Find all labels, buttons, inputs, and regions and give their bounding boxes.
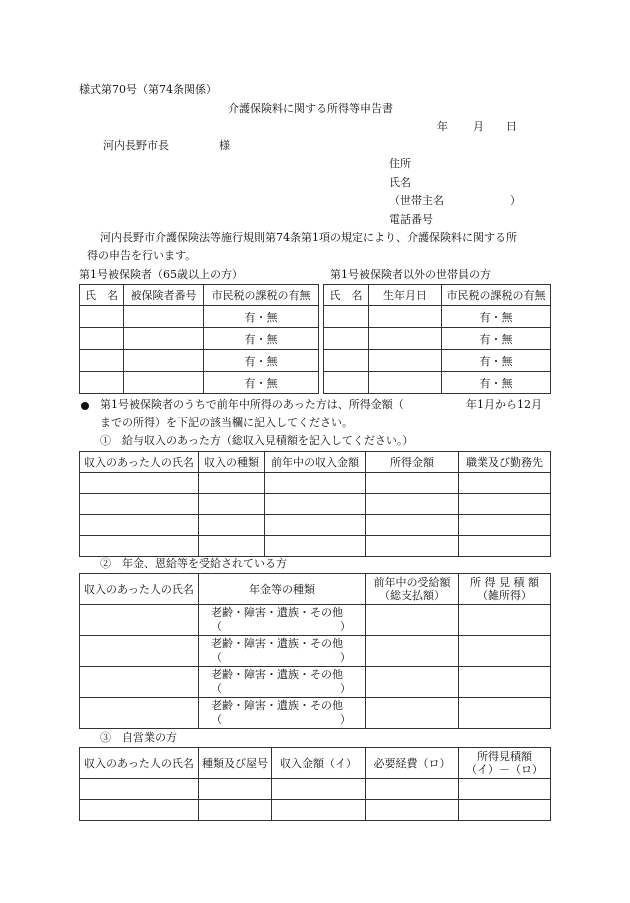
business-cell[interactable] xyxy=(366,800,459,821)
salary-cell[interactable] xyxy=(459,473,551,494)
business-header-name: 収入のあった人の氏名 xyxy=(80,748,199,779)
business-header-type: 種類及び屋号 xyxy=(199,748,272,779)
pension-header-received: 前年中の受給額 （総支払額） xyxy=(366,574,459,605)
applicant-address-label: 住所 xyxy=(389,157,411,170)
salary-cell[interactable] xyxy=(265,494,366,515)
household-name-cell[interactable] xyxy=(324,372,369,394)
salary-header-earnings: 所得金額 xyxy=(366,452,459,473)
notice-line-2: までの所得）を下記の該当欄に記入してください。 xyxy=(100,416,353,429)
household-tax-cell[interactable]: 有・無 xyxy=(442,306,551,328)
household-tax-cell[interactable]: 有・無 xyxy=(442,350,551,372)
salary-cell[interactable] xyxy=(459,515,551,536)
phone-label: 電話番号 xyxy=(389,213,433,226)
insured-tax-cell[interactable]: 有・無 xyxy=(204,306,319,328)
notice-line-1-period: 年1月から12月 xyxy=(466,398,542,411)
pension-type-cell[interactable]: 老齢・障害・遺族・その他 （ ） xyxy=(199,698,366,729)
salary-cell[interactable] xyxy=(265,515,366,536)
insured-name-cell[interactable] xyxy=(80,372,124,394)
salary-cell[interactable] xyxy=(265,473,366,494)
pension-estimate-cell[interactable] xyxy=(459,605,551,636)
household-head-label: （世帯主名 xyxy=(389,194,444,207)
pension-type-cell[interactable]: 老齢・障害・遺族・その他 （ ） xyxy=(199,605,366,636)
salary-cell[interactable] xyxy=(199,473,265,494)
business-header-estimate: 所得見積額 （イ）－（ロ） xyxy=(459,748,551,779)
insured-header-name: 氏 名 xyxy=(80,285,124,306)
insured-number-cell[interactable] xyxy=(124,328,204,350)
addressee: 河内長野市長 xyxy=(103,139,169,152)
pension-estimate-cell[interactable] xyxy=(459,698,551,729)
household-tax-cell[interactable]: 有・無 xyxy=(442,328,551,350)
form-title: 介護保険料に関する所得等申告書 xyxy=(228,102,393,115)
intro-line-1: 河内長野市介護保険法等施行規則第74条第1項の規定により、介護保険料に関する所 xyxy=(100,231,517,244)
salary-cell[interactable] xyxy=(80,515,199,536)
pension-name-cell[interactable] xyxy=(80,636,199,667)
insured-header-tax: 市民税の課税の有無 xyxy=(204,285,319,306)
salary-cell[interactable] xyxy=(459,494,551,515)
pension-type-options: 老齢・障害・遺族・その他 xyxy=(211,699,343,712)
insured-tax-cell[interactable]: 有・無 xyxy=(204,372,319,394)
pension-type-cell[interactable]: 老齢・障害・遺族・その他 （ ） xyxy=(199,667,366,698)
business-cell[interactable] xyxy=(272,779,366,800)
insured-tax-cell[interactable]: 有・無 xyxy=(204,328,319,350)
household-birthdate-cell[interactable] xyxy=(369,306,442,328)
insured-number-cell[interactable] xyxy=(124,306,204,328)
date-year-label: 年 xyxy=(437,120,448,133)
pension-received-cell[interactable] xyxy=(366,698,459,729)
intro-line-2: 得の申告を行います。 xyxy=(87,249,197,262)
household-name-cell[interactable] xyxy=(324,306,369,328)
business-cell[interactable] xyxy=(199,779,272,800)
household-birthdate-cell[interactable] xyxy=(369,328,442,350)
insured-number-cell[interactable] xyxy=(124,372,204,394)
business-header-income: 収入金額（イ） xyxy=(272,748,366,779)
business-header-expenses: 必要経費（ロ） xyxy=(366,748,459,779)
pension-type-cell[interactable]: 老齢・障害・遺族・その他 （ ） xyxy=(199,636,366,667)
section3-title: ③ 自営業の方 xyxy=(100,731,177,744)
pension-estimate-cell[interactable] xyxy=(459,636,551,667)
household-tax-cell[interactable]: 有・無 xyxy=(442,372,551,394)
household-header-birthdate: 生年月日 xyxy=(369,285,442,306)
insured-name-cell[interactable] xyxy=(80,328,124,350)
salary-cell[interactable] xyxy=(199,494,265,515)
household-birthdate-cell[interactable] xyxy=(369,372,442,394)
household-birthdate-cell[interactable] xyxy=(369,350,442,372)
section2-title: ② 年金、恩給等を受給されている方 xyxy=(100,557,287,570)
household-head-close: ） xyxy=(510,194,521,207)
salary-cell[interactable] xyxy=(459,536,551,557)
salary-header-name: 収入のあった人の氏名 xyxy=(80,452,199,473)
addressee-suffix: 様 xyxy=(219,139,230,152)
bullet-icon xyxy=(81,399,89,412)
salary-header-type: 収入の種類 xyxy=(199,452,265,473)
pension-received-cell[interactable] xyxy=(366,636,459,667)
insured-table-caption: 第1号被保険者（65歳以上の方） xyxy=(79,268,243,281)
salary-cell[interactable] xyxy=(366,515,459,536)
salary-cell[interactable] xyxy=(366,494,459,515)
insured-tax-cell[interactable]: 有・無 xyxy=(204,350,319,372)
insured-header-number: 被保険者番号 xyxy=(124,285,204,306)
salary-cell[interactable] xyxy=(265,536,366,557)
pension-name-cell[interactable] xyxy=(80,698,199,729)
salary-cell[interactable] xyxy=(199,536,265,557)
salary-cell[interactable] xyxy=(80,536,199,557)
business-cell[interactable] xyxy=(459,779,551,800)
salary-cell[interactable] xyxy=(366,536,459,557)
pension-name-cell[interactable] xyxy=(80,667,199,698)
pension-received-cell[interactable] xyxy=(366,667,459,698)
salary-cell[interactable] xyxy=(80,473,199,494)
household-header-tax: 市民税の課税の有無 xyxy=(442,285,551,306)
pension-received-cell[interactable] xyxy=(366,605,459,636)
pension-header-name: 収入のあった人の氏名 xyxy=(80,574,199,605)
insured-name-cell[interactable] xyxy=(80,306,124,328)
salary-cell[interactable] xyxy=(199,515,265,536)
business-cell[interactable] xyxy=(199,800,272,821)
household-header-name: 氏 名 xyxy=(324,285,369,306)
business-cell[interactable] xyxy=(80,800,199,821)
household-name-cell[interactable] xyxy=(324,328,369,350)
date-day-label: 日 xyxy=(506,120,517,133)
applicant-name-label: 氏名 xyxy=(389,176,411,189)
notice-line-1: 第1号被保険者のうちで前年中所得のあった方は、所得金額（ xyxy=(100,398,404,411)
salary-cell[interactable] xyxy=(80,494,199,515)
insured-name-cell[interactable] xyxy=(80,350,124,372)
pension-estimate-cell[interactable] xyxy=(459,667,551,698)
salary-header-occupation: 職業及び勤務先 xyxy=(459,452,551,473)
business-cell[interactable] xyxy=(80,779,199,800)
pension-table xyxy=(79,573,551,729)
pension-type-options: 老齢・障害・遺族・その他 xyxy=(211,637,343,650)
insured-table xyxy=(79,284,319,394)
date-month-label: 月 xyxy=(473,120,484,133)
salary-header-income: 前年中の収入金額 xyxy=(265,452,366,473)
salary-income-table xyxy=(79,451,551,557)
household-table xyxy=(323,284,551,394)
salary-cell[interactable] xyxy=(366,473,459,494)
section1-title: ① 給与収入のあった方（総収入見積額を記入してください。） xyxy=(100,434,414,447)
pension-name-cell[interactable] xyxy=(80,605,199,636)
self-employed-table xyxy=(79,747,551,821)
form-number: 様式第70号（第74条関係） xyxy=(79,83,217,96)
insured-number-cell[interactable] xyxy=(124,350,204,372)
pension-type-options: 老齢・障害・遺族・その他 xyxy=(211,606,343,619)
pension-type-options: 老齢・障害・遺族・その他 xyxy=(211,668,343,681)
business-cell[interactable] xyxy=(366,779,459,800)
household-name-cell[interactable] xyxy=(324,350,369,372)
business-cell[interactable] xyxy=(272,800,366,821)
household-table-caption: 第1号被保険者以外の世帯員の方 xyxy=(330,268,491,281)
business-cell[interactable] xyxy=(459,800,551,821)
pension-header-estimate: 所 得 見 積 額 （雑所得） xyxy=(459,574,551,605)
pension-header-type: 年金等の種類 xyxy=(199,574,366,605)
